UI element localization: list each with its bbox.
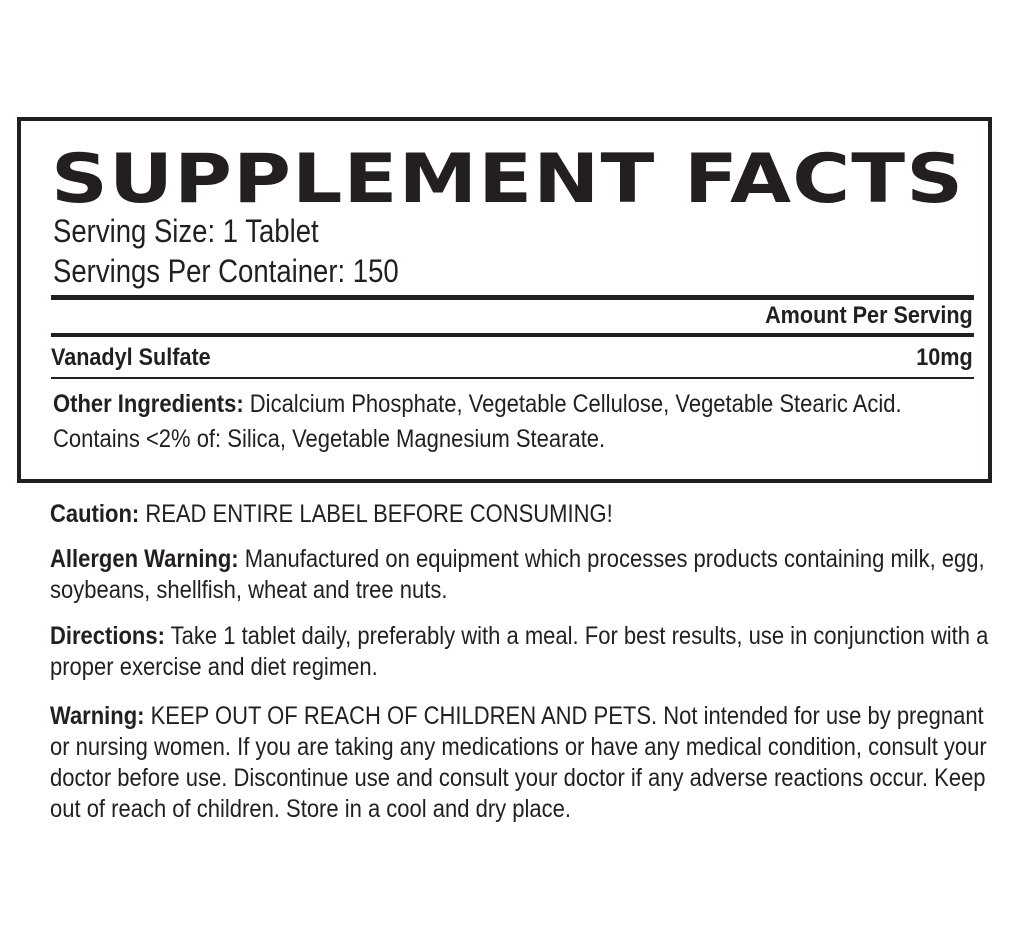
amount-per-serving-header: Amount Per Serving bbox=[765, 302, 973, 329]
caution-label: Caution: bbox=[50, 500, 140, 528]
allergen-text: Manufactured on equipment which processes products containing milk, egg, soybeans, shellfish, wheat and tree nuts. bbox=[50, 545, 985, 604]
supplement-facts-panel bbox=[17, 117, 992, 483]
warning-label: Warning: bbox=[50, 702, 145, 730]
ingredient-name: Vanadyl Sulfate bbox=[51, 344, 211, 371]
divider-thin bbox=[51, 377, 974, 379]
other-ingredients bbox=[53, 387, 977, 457]
divider-thick bbox=[51, 295, 974, 300]
other-ingredients-label: Other Ingredients: bbox=[53, 390, 244, 418]
ingredient-row bbox=[51, 343, 973, 373]
caution-note bbox=[50, 499, 996, 530]
allergen-warning bbox=[50, 544, 996, 606]
directions-text: Take 1 tablet daily, preferably with a meal. For best results, use in conjunction with a proper exercise and diet regimen. bbox=[50, 622, 989, 681]
directions-label: Directions: bbox=[50, 622, 165, 650]
servings-per-container: Servings Per Container: 150 bbox=[53, 253, 399, 289]
caution-text: READ ENTIRE LABEL BEFORE CONSUMING! bbox=[139, 500, 613, 528]
ingredient-amount: 10mg bbox=[916, 344, 973, 371]
allergen-label: Allergen Warning: bbox=[50, 545, 239, 573]
warning-note bbox=[50, 701, 996, 825]
directions-note bbox=[50, 621, 996, 683]
panel-title: SUPPLEMENT FACTS bbox=[51, 140, 965, 219]
divider-thick bbox=[51, 333, 974, 337]
warning-text: KEEP OUT OF REACH OF CHILDREN AND PETS. Not intended for use by pregnant or nursing women. If you are taking any medications or have any medical condition, consult your doctor before use. Discontinue use and consult your doctor if any adverse reactions occur. Keep out of reach of children. Store in a cool and dry place. bbox=[50, 702, 987, 823]
other-ingredients-text: Dicalcium Phosphate, Vegetable Cellulose, Vegetable Stearic Acid. Contains <2% of: Silica, Vegetable Magnesium Stearate. bbox=[53, 390, 902, 453]
serving-size: Serving Size: 1 Tablet bbox=[53, 213, 319, 249]
